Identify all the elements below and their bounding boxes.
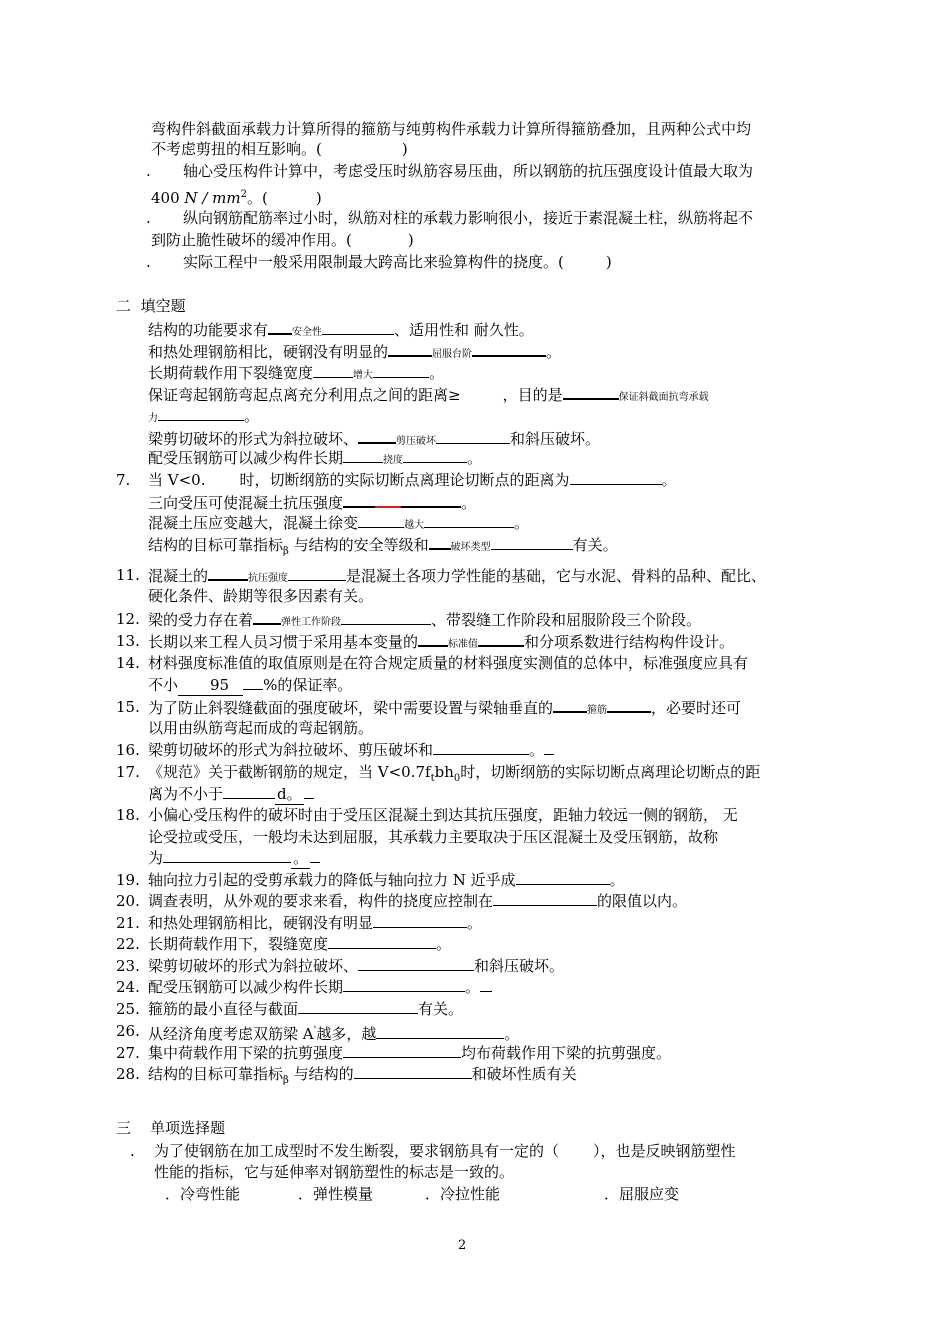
fill-item-number: 7. xyxy=(116,471,131,489)
fill-item-22: 长期荷载作用下，裂缝宽度 。 xyxy=(148,935,452,953)
tf-item-bullet: . xyxy=(146,162,151,180)
fill-item-number: 28. xyxy=(116,1065,140,1083)
fill-item-number: 12. xyxy=(116,610,140,628)
fill-item-number: 22. xyxy=(116,935,140,953)
fill-item-number: 16. xyxy=(116,741,140,759)
tf-item-continued-line1: 弯构件斜截面承载力计算所得的箍筋与纯剪构件承载力计算所得箍筋叠加，且两种公式中均 xyxy=(151,120,752,138)
choice-option-c: ．冷拉性能 xyxy=(425,1185,501,1203)
choice-item-bullet: . xyxy=(130,1142,135,1160)
choice-option-d: ．屈服应变 xyxy=(604,1185,680,1203)
fill-item-1: 结构的功能要求有 安全性 、适用性和 耐久性。 xyxy=(148,321,534,339)
tf-item-continued-line2: 不考虑剪扭的相互影响。( ) xyxy=(151,140,408,158)
choice-option-b: ．弹性模量 xyxy=(298,1185,374,1203)
fill-item-13: 长期以来工程人员习惯于采用基本变量的 标准值 和分项系数进行结构构件设计。 xyxy=(148,633,735,651)
fill-item-9: 混凝土压应变越大，混凝土徐变 越大 。 xyxy=(148,514,530,532)
fill-item-number: 19. xyxy=(116,871,140,889)
fill-item-16: 梁剪切破坏的形式为斜拉破坏、剪压破坏和 。 xyxy=(148,740,554,760)
fill-item-number: 24. xyxy=(116,978,140,996)
fill-item-number: 26. xyxy=(116,1022,140,1040)
fill-item-number: 15. xyxy=(116,698,140,716)
fill-item-number: 23. xyxy=(116,957,140,975)
fill-item-5: 梁剪切破坏的形式为斜拉破坏、 剪压破坏 和斜压破坏。 xyxy=(148,430,601,448)
fill-item-11-line2: 硬化条件、龄期等很多因素有关。 xyxy=(148,587,374,605)
fill-item-18-line3: 为 。 xyxy=(148,848,320,869)
section-heading-single-choice: 三 单项选择题 xyxy=(116,1119,226,1137)
fill-item-18-line2: 论受拉或受压，一般均未达到屈服，其承载力主要取决于压区混凝土及受压钢筋，故称 xyxy=(148,828,719,846)
choice-item-1: 为了使钢筋在加工成型时不发生断裂，要求钢筋具有一定的（ ），也是反映钢筋塑性 xyxy=(154,1142,736,1160)
fill-item-15: 为了防止斜裂缝截面的强度破坏，梁中需要设置与梁轴垂直的 箍筋 ，必要时还可 xyxy=(148,699,742,717)
section-heading-fill-in: 二 填空题 xyxy=(116,297,186,315)
fill-item-number: 25. xyxy=(116,1000,140,1018)
fill-item-21: 和热处理钢筋相比，硬钢没有明显 。 xyxy=(148,914,483,932)
fill-item-28: 结构的目标可靠指标$_\beta$ 与结构的 和破坏性质有关 xyxy=(148,1065,577,1086)
fill-item-4: 保证弯起钢筋弯起点离充分利用点之间的距离≥ ，目的是 保证斜截面抗弯承载 xyxy=(148,386,709,404)
fill-item-27: 集中荷载作用下梁的抗剪强度 均布荷载作用下梁的抗剪强度。 xyxy=(148,1044,672,1062)
fill-item-25: 箍筋的最小直径与截面 有关。 xyxy=(148,1000,464,1018)
fill-item-6: 配受压钢筋可以减少构件长期 挠度 。 xyxy=(148,449,483,467)
fill-item-8: 三向受压可使混凝土抗压强度 。 xyxy=(148,494,477,512)
tf-item-deflection: 实际工程中一般采用限制最大跨高比来验算构件的挠度。( ) xyxy=(183,253,612,271)
choice-option-a: ．冷弯性能 xyxy=(165,1185,241,1203)
fill-item-14: 材料强度标准值的取值原则是在符合规定质量的材料强度实测值的总体中，标准强度应具有 xyxy=(148,654,749,672)
fill-item-3: 长期荷载作用下裂缝宽度 增大 。 xyxy=(148,364,445,382)
fill-item-number: 13. xyxy=(116,632,140,650)
fill-item-number: 18. xyxy=(116,806,140,824)
fill-item-12: 梁的受力存在着 弹性工作阶段 、带裂缝工作阶段和屈服阶段三个阶段。 xyxy=(148,611,702,629)
tf-item-axial-compression-value: 400 N / $mm^2$。( ) xyxy=(151,189,322,207)
fill-item-20: 调查表明，从外观的要求来看，构件的挠度应控制在 的限值以内。 xyxy=(148,892,688,910)
page-number: 2 xyxy=(458,1238,467,1253)
fill-item-number: 20. xyxy=(116,892,140,910)
fill-item-4-line2: 力 。 xyxy=(148,407,260,425)
tf-item-axial-compression: 轴心受压构件计算中，考虑受压时纵筋容易压曲，所以钢筋的抗压强度设计值最大取为 xyxy=(183,162,754,180)
fill-item-11: 混凝土的 抗压强度 是混凝土各项力学性能的基础，它与水泥、骨料的品种、配比、 xyxy=(148,567,767,585)
fill-item-7: 当 V<0. 时，切断纲筋的实际切断点离理论切断点的距离为 。 xyxy=(148,471,677,489)
fill-item-number: 11. xyxy=(116,566,140,584)
fill-item-14-line2: 不小 95 %的保证率。 xyxy=(148,676,353,694)
fill-item-24: 配受压钢筋可以减少构件长期 。 xyxy=(148,977,492,997)
fill-item-number: 27. xyxy=(116,1044,140,1062)
tf-item-reinforcement-ratio: 纵向钢筋配筋率过小时，纵筋对柱的承载力影响很小，接近于素混凝土柱，纵筋将起不 xyxy=(183,209,754,227)
fill-item-number: 17. xyxy=(116,763,140,781)
tf-item-bullet: . xyxy=(146,253,151,271)
fill-item-17: 《规范》关于截断钢筋的规定，当 $V<0.7f_tbh_0$时，切断纲筋的实际切断点离理论切断点的距 xyxy=(148,763,761,784)
fill-item-18: 小偏心受压构件的破坏时由于受压区混凝土到达其抗压强度，距轴力较远一侧的钢筋， 无 xyxy=(148,806,738,824)
choice-item-1-line2: 性能的指标，它与延伸率对钢筋塑性的标志是一致的。 xyxy=(154,1163,515,1181)
fill-item-17-line2: 离为不小于 d。 xyxy=(148,784,314,805)
fill-item-15-line2: 以用由纵筋弯起而成的弯起钢筋。 xyxy=(148,719,374,737)
fill-item-19: 轴向拉力引起的受剪承载力的降低与轴向拉力 N 近乎成 。 xyxy=(148,871,625,889)
fill-item-2: 和热处理钢筋相比，硬钢没有明显的 屈服台阶 。 xyxy=(148,343,562,361)
fill-item-10: 结构的目标可靠指标$_\beta$ 与结构的安全等级和 破坏类型 有关。 xyxy=(148,536,618,557)
fill-item-23: 梁剪切破坏的形式为斜拉破坏、 和斜压破坏。 xyxy=(148,957,565,975)
tf-item-bullet: . xyxy=(146,209,151,227)
fill-item-number: 21. xyxy=(116,914,140,932)
tf-item-reinforcement-ratio-line2: 到防止脆性破坏的缓冲作用。( ) xyxy=(151,231,414,249)
fill-item-number: 14. xyxy=(116,654,140,672)
fill-item-26: 从经济角度考虑双筋梁 A'越多，越 。 xyxy=(148,1025,520,1043)
